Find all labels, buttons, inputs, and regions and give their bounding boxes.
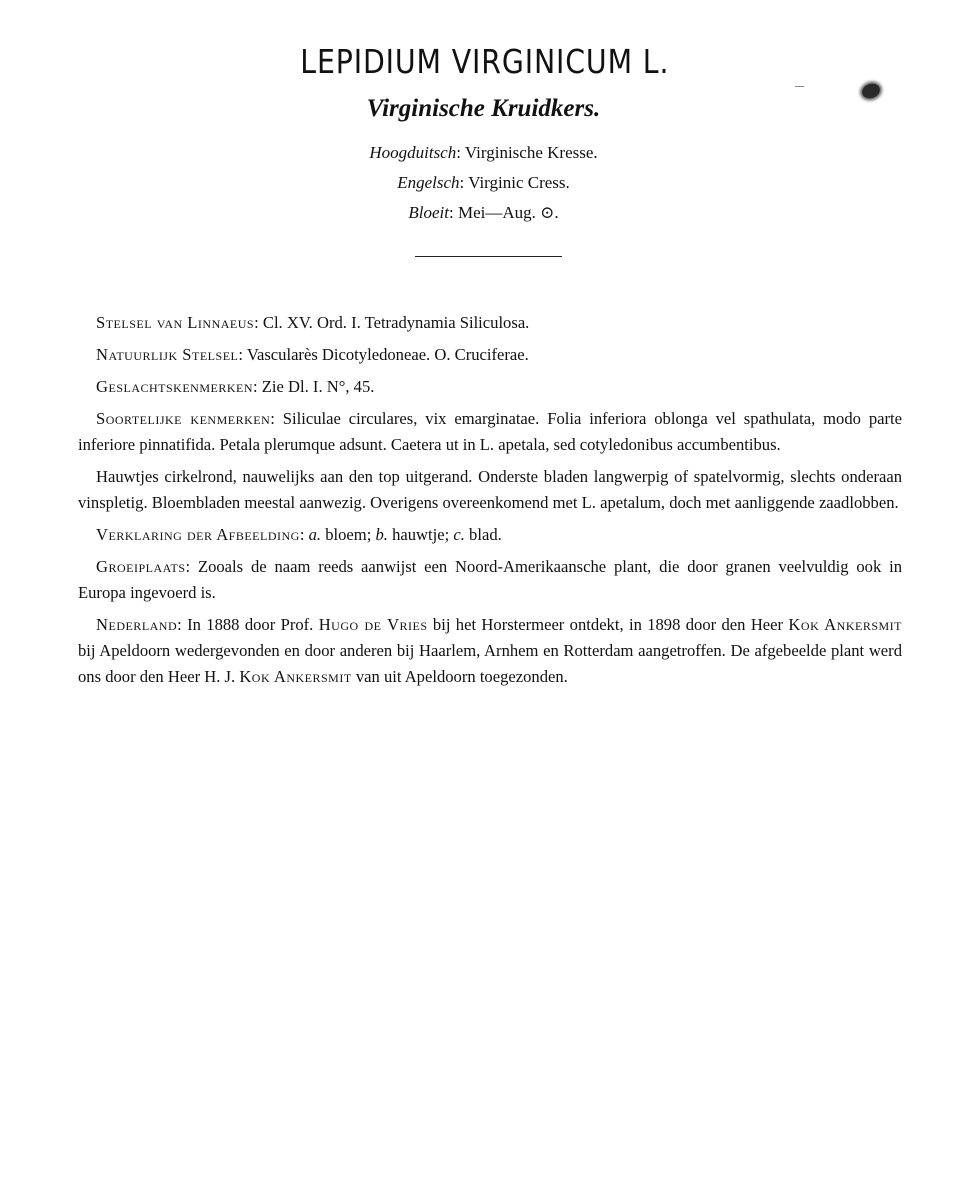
netherlands-text-1: In 1888 door Prof. [187,615,314,634]
species-text: Siliculae circulares, vix emarginatae. Folia inferiora oblonga vel spathulata, modo parte inferiore pinnatifida. Petala plerumque adsunt. Caetera ut in L. apetala, sed cotyledonibus accumbentibus. [78,409,902,454]
english-name-line: Engelsch: Virginic Cress. [397,173,570,192]
page-title: LEPIDIUM VIRGINICUM L. [300,42,670,81]
divider-rule [415,256,562,257]
figure-b-key: b. [375,525,388,544]
figure-c-key: c. [453,525,465,544]
figure-b-text: hauwtje; [392,525,450,544]
netherlands-text-4: van uit Apeldoorn toegezonden. [355,667,568,686]
netherlands-paragraph: Nederland: In 1888 door Prof. Hugo de Vries bij het Horstermeer ontdekt, in 1898 door den Heer Kok Ankersmit bij Apeldoorn wedergevonden en door anderen bij Haarlem, Arnhem en Rotterdam aangetroffen. De afgebeelde plant werd ons door den Heer H. J. Kok Ankersmit van uit Apeldoorn toegezonden. [78,615,902,686]
figure-a-text: bloem; [325,525,372,544]
natural-system-text: Vascularès Dicotyledoneae. O. Cruciferae. [246,345,529,364]
netherlands-text-3: bij Apeldoorn wedergevonden en door anderen bij Haarlem, Arnhem en Rotterdam aangetroffen. De afgebeelde plant werd ons door den Heer H. J. [78,641,902,686]
dutch-description-paragraph: Hauwtjes cirkelrond, nauwelijks aan den top uitgerand. Onderste bladen langwerpig of spatelvormig, slechts onderaan vinspletig. Bloembladen meestal aanwezig. Overigens overeenkomend met L. apetalum, doch met aanliggende zaadlobben. [78,467,902,512]
person-name: Kok Ankersmit [239,667,352,686]
linnaeus-text: Cl. XV. Ord. I. Tetradynamia Siliculosa. [262,313,530,332]
bloom-label: Bloeit [408,203,449,222]
figure-c-text: blad. [469,525,502,544]
habitat-paragraph: Groeiplaats: Zooals de naam reeds aanwijst een Noord-Amerikaansche plant, die door granen veelvuldig ook in Europa ingevoerd is. [78,557,902,602]
page-subtitle: Virginische Kruidkers. [366,95,601,122]
netherlands-label: Nederland [96,615,178,634]
figure-legend-paragraph: Verklaring der Afbeelding: a. bloem; b. hauwtje; c. blad. [96,525,502,544]
german-name-label: Hoogduitsch [369,143,457,162]
species-label: Soortelijke kenmerken [96,409,271,428]
german-name-value: Virginische Kresse. [464,143,598,162]
figure-a-key: a. [308,525,322,544]
linnaeus-paragraph: Stelsel van Linnaeus: Cl. XV. Ord. I. Tetradynamia Siliculosa. [96,313,530,332]
genus-label: Geslachtskenmerken [96,377,253,396]
body-text [78,310,902,696]
bloom-value: Mei—Aug. ⊙. [457,203,559,222]
english-name-value: Virginic Cress. [468,173,570,192]
person-name: Hugo de Vries [318,615,428,634]
person-name: Kok Ankersmit [788,615,902,634]
genus-text: Zie Dl. I. N°, 45. [261,377,375,396]
netherlands-text-2: bij het Horstermeer ontdekt, in 1898 door den Heer [432,615,784,634]
stray-mark [795,86,804,87]
natural-system-paragraph: Natuurlijk Stelsel: Vascularès Dicotyledoneae. O. Cruciferae. [96,345,529,364]
species-paragraph: Soortelijke kenmerken: Siliculae circulares, vix emarginatae. Folia inferiora oblonga vel spathulata, modo parte inferiore pinnatifida. Petala plerumque adsunt. Caetera ut in L. apetala, sed cotyledonibus accumbentibus. [78,409,902,454]
natural-system-label: Natuurlijk Stelsel [96,345,239,364]
habitat-label: Groeiplaats [96,557,186,576]
bloom-line: Bloeit: Mei—Aug. ⊙. [408,203,559,222]
habitat-text: Zooals de naam reeds aanwijst een Noord-Amerikaansche plant, die door granen veelvuldig ook in Europa ingevoerd is. [78,557,902,602]
linnaeus-label: Stelsel van Linnaeus [96,313,255,332]
figure-legend-label: Verklaring der Afbeelding [96,525,300,544]
german-name-line: Hoogduitsch: Virginische Kresse. [369,143,598,162]
english-name-label: Engelsch [397,173,460,192]
genus-paragraph: Geslachtskenmerken: Zie Dl. I. N°, 45. [96,377,375,396]
